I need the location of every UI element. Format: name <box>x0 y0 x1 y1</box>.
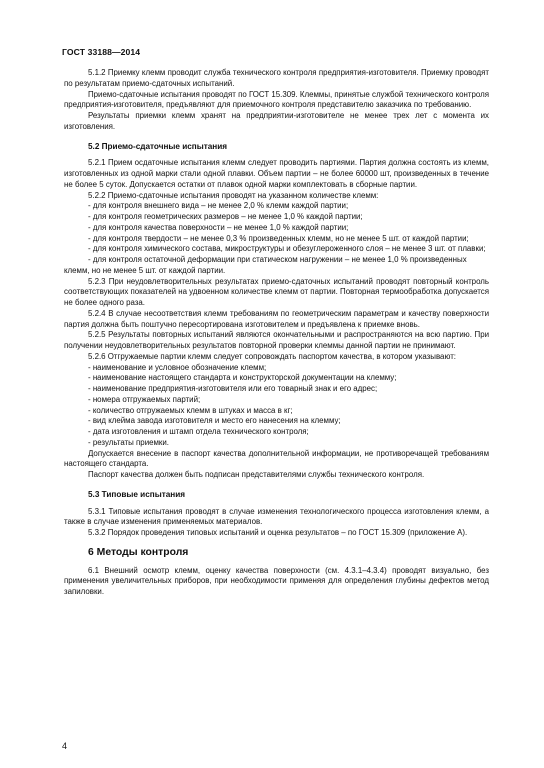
paragraph-5-3-1: 5.3.1 Типовые испытания проводят в случае изменения технологического процесса изготовления клемм, а также в случае изменения применяемых материалов. <box>64 506 489 527</box>
paragraph-5-2-3: 5.2.3 При неудовлетворительных результатах приемо-сдаточных испытаний проводят повторный контроль соответствующих показателей на удвоенном количестве клемм от партии. Повторная термообработка допускается не более одного раза. <box>64 276 489 307</box>
list-item: - для контроля твердости – не менее 0,3 % произведенных клемм, но не менее 5 шт. от каждой партии; <box>88 233 469 243</box>
list-item: - наименование настоящего стандарта и конструкторской документации на клемму; <box>88 373 397 383</box>
document-body <box>64 68 489 598</box>
list-item: - для контроля химического состава, микроструктуры и обезуглероженного слоя – не менее 3 шт. от плавки; <box>88 244 486 254</box>
paragraph-5-1-2-c: Результаты приемки клемм хранят на предприятии-изготовителе не менее трех лет с момента их изготовления. <box>64 111 489 131</box>
list-item: - дата изготовления и штамп отдела технического контроля; <box>88 427 309 436</box>
list-item: - наименование и условное обозначение клемм; <box>88 362 267 372</box>
paragraph-5-1-2-b: Приемо-сдаточные испытания проводят по ГОСТ 15.309. Клеммы, принятые службой технического контроля предприятия-изготовителя, предъявляют для приемочного контроля представителю заказчика по требованию. <box>64 89 489 110</box>
list-item: - вид клейма завода изготовителя и место его нанесения на клемму; <box>88 416 341 426</box>
list-item: - для контроля качества поверхности – не менее 1,0 % каждой партии; <box>88 222 349 232</box>
paragraph-5-2-1: 5.2.1 Прием осдаточные испытания клемм следует проводить партиями. Партия должна состоять из клемм, изготовленных из одной марки стали одной плавки. Объем партии – не более 60000 шт, произведенных в течение не более 5 суток. Допускается остатки от плавок одной марки комплектовать в сборные партии. <box>64 158 489 189</box>
page-number: 4 <box>62 741 68 751</box>
paragraph-5-2-2: 5.2.2 Приемо-сдаточные испытания проводят на указанном количестве клемм: <box>88 190 379 200</box>
section-heading-5-3: 5.3 Типовые испытания <box>88 489 186 499</box>
paragraph-5-2-5: 5.2.5 Результаты повторных испытаний являются окончательными и распространяются на всю партию. При получении неудовлетворительных результатов повторной проверки клеммы данной партии не принимают. <box>64 330 489 350</box>
page-header: ГОСТ 33188—2014 <box>62 47 141 57</box>
list-5-2-6 <box>64 363 489 449</box>
section-heading-6: 6 Методы контроля <box>88 546 189 558</box>
list-item: - результаты приемки. <box>88 437 169 447</box>
list-item: - количество отгружаемых клемм в штуках и масса в кг; <box>88 405 293 415</box>
list-item: - для контроля остаточной деформации при статическом нагружении – не менее 1,0 % произведенных клемм, но не менее 5 шт. от каждой партии. <box>64 255 467 275</box>
paragraph-5-2-6: 5.2.6 Отгружаемые партии клемм следует сопровождать паспортом качества, в котором указывают: <box>88 351 456 361</box>
paragraph-6-1: 6.1 Внешний осмотр клемм, оценку качества поверхности (см. 4.3.1–4.3.4) проводят визуально, без применения увеличительных приборов, при необходимости применяя для определения глубины дефектов метод запиловки. <box>64 565 489 596</box>
paragraph-5-2-6-c: Паспорт качества должен быть подписан представителями службы технического контроля. <box>88 470 425 479</box>
list-item: - для контроля внешнего вида – не менее 2,0 % клемм каждой партии; <box>88 201 349 211</box>
paragraph-5-1-2: 5.1.2 Приемку клемм проводит служба технического контроля предприятия-изготовителя. Приемку проводят по результатам приемо-сдаточных испытаний. <box>64 68 489 88</box>
list-item: - номера отгружаемых партий; <box>88 394 201 404</box>
list-item: - для контроля геометрических размеров – не менее 1,0 % каждой партии; <box>88 212 363 221</box>
paragraph-5-2-6-b: Допускается внесение в паспорт качества дополнительной информации, не противоречащей требованиям настоящего стандарта. <box>64 448 489 469</box>
paragraph-5-3-2: 5.3.2 Порядок проведения типовых испытаний и оценка результатов – по ГОСТ 15.309 (приложение А). <box>88 528 468 537</box>
section-heading-5-2: 5.2 Приемо-сдаточные испытания <box>88 141 228 151</box>
list-5-2-2 <box>64 201 489 276</box>
paragraph-5-2-4: 5.2.4 В случае несоответствия клемм требованиям по геометрическим параметрам и качеству поверхности партия должна быть поштучно пересортирована изготовителем и предъявлена к приемке вновь. <box>64 308 489 329</box>
list-item: - наименование предприятия-изготовителя или его товарный знак и его адрес; <box>88 384 378 393</box>
